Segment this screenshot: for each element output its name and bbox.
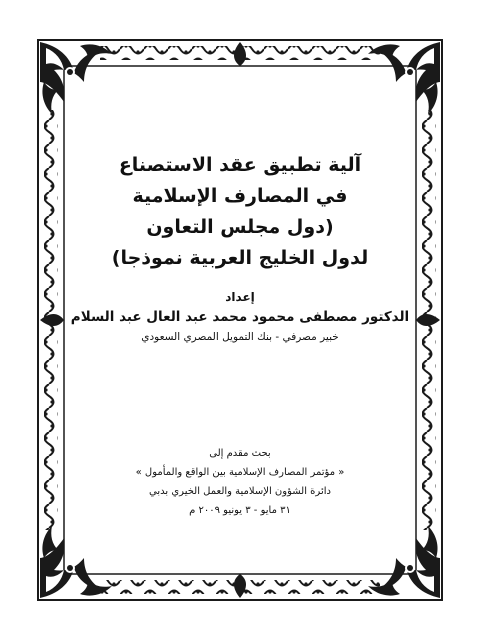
title-line-4: لدول الخليج العربية نموذجا) (111, 247, 369, 269)
prepared-by-label: إعداد (225, 290, 255, 304)
cover-content (70, 120, 410, 346)
title-line-1: آلية تطبيق عقد الاستصناع (118, 154, 362, 176)
conference-name: « مؤتمر المصارف الإسلامية بين الواقع والمأمول » (135, 467, 345, 478)
author-name: الدكتور مصطفى محمود محمد عبد العال عبد السلام (70, 309, 410, 325)
conference-dates: ٣١ مايو - ٣ يونيو ٢٠٠٩ م (189, 505, 291, 516)
author-role: خبير مصرفي - بنك التمويل المصري السعودي (141, 331, 339, 343)
document-title (70, 150, 410, 274)
submission-intro: بحث مقدم إلى (209, 448, 271, 459)
title-line-2: في المصارف الإسلامية (132, 185, 348, 207)
title-line-3: (دول مجلس التعاون (146, 216, 334, 238)
submission-info (90, 444, 390, 520)
organizer: دائرة الشؤون الإسلامية والعمل الخيري بدبي (149, 486, 331, 497)
